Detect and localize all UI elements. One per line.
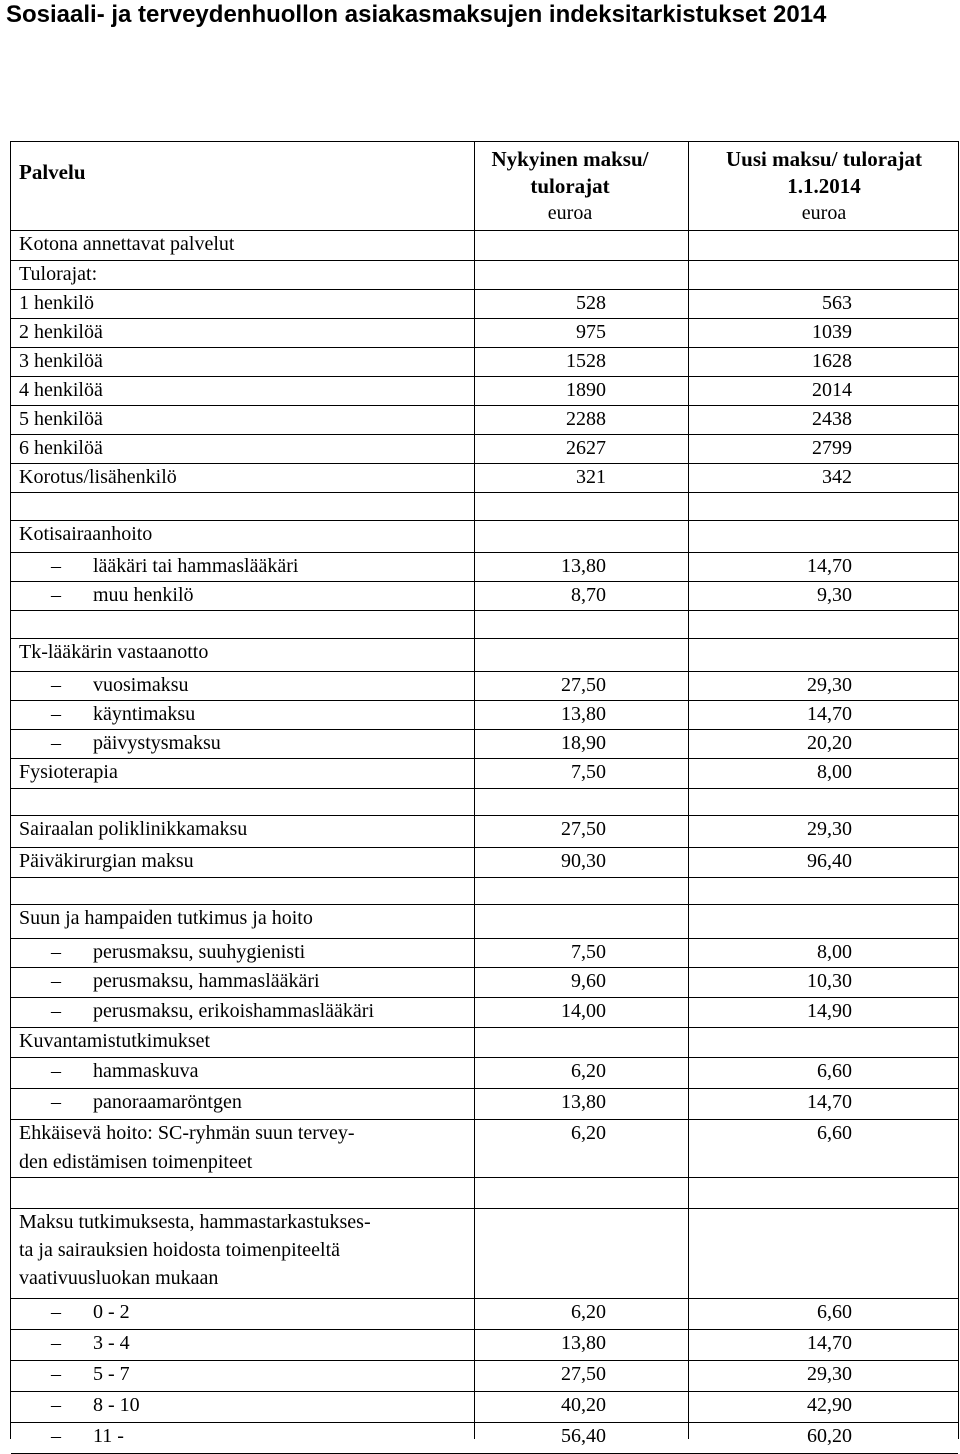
current-fee-value: 2288	[566, 408, 606, 430]
dash-marker: –	[51, 1363, 61, 1385]
new-fee-value: 342	[822, 466, 852, 488]
current-fee-value: 40,20	[561, 1394, 606, 1416]
new-fee-cell	[690, 904, 958, 938]
new-fee-cell	[690, 230, 958, 260]
row-label	[19, 1177, 474, 1208]
row-label-continuation: vaativuusluokan mukaan	[19, 1267, 219, 1289]
new-fee-cell	[690, 1177, 958, 1208]
current-fee-value: 975	[576, 321, 606, 343]
new-fee-cell	[690, 405, 958, 434]
new-fee-value: 2799	[812, 437, 852, 459]
table-row	[11, 997, 958, 1028]
row-label	[19, 1208, 474, 1298]
dash-marker: –	[51, 732, 61, 754]
new-fee-cell	[690, 1298, 958, 1329]
table-header-row	[11, 142, 958, 231]
row-label	[19, 700, 474, 729]
indent	[19, 1057, 93, 1086]
current-fee-value: 27,50	[561, 818, 606, 840]
indent	[19, 671, 93, 700]
current-fee-cell	[476, 815, 664, 847]
row-label-text: vuosimaksu	[93, 674, 189, 696]
current-fee-value: 1890	[566, 379, 606, 401]
row-label-text: 1 henkilö	[19, 292, 94, 314]
current-fee-cell	[476, 1391, 664, 1422]
table-row	[11, 1088, 958, 1120]
row-label	[19, 230, 474, 260]
current-fee-value: 90,30	[561, 850, 606, 872]
row-label	[19, 877, 474, 904]
table-row	[11, 347, 958, 377]
row-label	[19, 405, 474, 434]
row-label	[19, 1391, 474, 1422]
dash-marker: –	[51, 1332, 61, 1354]
current-fee-value: 27,50	[561, 674, 606, 696]
row-label	[19, 638, 474, 671]
row-label	[19, 758, 474, 788]
header-new	[690, 146, 958, 234]
current-fee-value: 13,80	[561, 555, 606, 577]
row-label	[19, 967, 474, 997]
indent	[19, 1298, 93, 1327]
table-row	[11, 376, 958, 406]
current-fee-cell	[476, 520, 664, 552]
new-fee-value: 29,30	[807, 674, 852, 696]
indent	[19, 581, 93, 610]
current-fee-cell	[476, 997, 664, 1027]
current-fee-cell	[476, 847, 664, 877]
current-fee-value: 56,40	[561, 1425, 606, 1447]
dash-marker: –	[51, 584, 61, 606]
row-label-text: 8 - 10	[93, 1394, 140, 1416]
row-label-continuation: ta ja sairauksien hoidosta toimenpiteeltä	[19, 1239, 341, 1261]
row-label-text: 2 henkilöä	[19, 321, 103, 343]
table-row	[11, 318, 958, 348]
table-row	[11, 758, 958, 789]
new-fee-value: 9,30	[817, 584, 852, 606]
new-fee-value: 60,20	[807, 1425, 852, 1447]
row-label	[19, 434, 474, 463]
row-label-text: Maksu tutkimuksesta, hammastarkastukses-	[19, 1211, 371, 1233]
row-label	[19, 347, 474, 376]
current-fee-cell	[476, 904, 664, 938]
row-label	[19, 847, 474, 877]
row-label-text: 5 - 7	[93, 1363, 130, 1385]
new-fee-cell	[690, 877, 958, 904]
current-fee-cell	[476, 638, 664, 671]
current-fee-value: 6,20	[571, 1301, 606, 1323]
current-fee-value: 8,70	[571, 584, 606, 606]
table-row	[11, 1360, 958, 1392]
table-row	[11, 1057, 958, 1089]
table-row	[11, 788, 958, 816]
column-divider	[688, 142, 689, 1439]
indent	[19, 967, 93, 996]
current-fee-cell	[476, 434, 664, 463]
header-new-line1: Uusi maksu/ tulorajat	[725, 147, 923, 171]
current-fee-cell	[476, 1177, 664, 1208]
row-label	[19, 581, 474, 610]
new-fee-cell	[690, 997, 958, 1027]
row-label	[19, 463, 474, 492]
row-label	[19, 1329, 474, 1360]
table-row	[11, 671, 958, 701]
row-label-text: Kotisairaanhoito	[19, 523, 153, 545]
new-fee-value: 20,20	[807, 732, 852, 754]
current-fee-cell	[476, 376, 664, 405]
current-fee-cell	[476, 1057, 664, 1088]
current-fee-value: 7,50	[571, 761, 606, 783]
row-label-text: Sairaalan poliklinikkamaksu	[19, 818, 248, 840]
new-fee-cell	[690, 967, 958, 997]
indent	[19, 552, 93, 581]
row-label-text: Fysioterapia	[19, 761, 118, 783]
row-label-continuation: den edistämisen toimenpiteet	[19, 1151, 253, 1173]
header-current	[476, 146, 664, 234]
table-row	[11, 1027, 958, 1058]
new-fee-value: 29,30	[807, 1363, 852, 1385]
row-label-text: 11 -	[93, 1425, 124, 1447]
new-fee-cell	[690, 1057, 958, 1088]
new-fee-cell	[690, 815, 958, 847]
indent	[19, 938, 93, 967]
indent	[19, 1391, 93, 1420]
current-fee-cell	[476, 1027, 664, 1057]
new-fee-cell	[690, 1391, 958, 1422]
row-label-text: 3 henkilöä	[19, 350, 103, 372]
table-row	[11, 1177, 958, 1209]
new-fee-cell	[690, 492, 958, 520]
dash-marker: –	[51, 941, 61, 963]
document-title: Sosiaali- ja terveydenhuollon asiakasmaksujen indeksitarkistukset 2014	[6, 1, 827, 28]
new-fee-cell	[690, 552, 958, 581]
current-fee-value: 18,90	[561, 732, 606, 754]
new-fee-cell	[690, 347, 958, 376]
new-fee-value: 8,00	[817, 941, 852, 963]
table-row	[11, 260, 958, 290]
indent	[19, 729, 93, 758]
current-fee-cell	[476, 788, 664, 815]
new-fee-cell	[690, 610, 958, 638]
row-label-text: Päiväkirurgian maksu	[19, 850, 194, 872]
dash-marker: –	[51, 1301, 61, 1323]
new-fee-cell	[690, 638, 958, 671]
current-fee-value: 9,60	[571, 970, 606, 992]
row-label-text: hammaskuva	[93, 1060, 199, 1082]
current-fee-cell	[476, 938, 664, 967]
current-fee-cell	[476, 877, 664, 904]
new-fee-value: 8,00	[817, 761, 852, 783]
dash-marker: –	[51, 970, 61, 992]
current-fee-cell	[476, 700, 664, 729]
row-label-text: muu henkilö	[93, 584, 194, 606]
row-label-text: perusmaksu, erikoishammaslääkäri	[93, 1000, 375, 1022]
dash-marker: –	[51, 555, 61, 577]
current-fee-value: 27,50	[561, 1363, 606, 1385]
row-label	[19, 1360, 474, 1391]
new-fee-value: 6,60	[817, 1301, 852, 1323]
row-label-text: Tk-lääkärin vastaanotto	[19, 641, 209, 663]
new-fee-value: 2438	[812, 408, 852, 430]
current-fee-value: 14,00	[561, 1000, 606, 1022]
row-label	[19, 260, 474, 289]
row-label	[19, 376, 474, 405]
current-fee-value: 1528	[566, 350, 606, 372]
current-fee-value: 528	[576, 292, 606, 314]
current-fee-value: 13,80	[561, 1332, 606, 1354]
row-label	[19, 318, 474, 347]
dash-marker: –	[51, 1425, 61, 1447]
new-fee-value: 1039	[812, 321, 852, 343]
current-fee-cell	[476, 289, 664, 318]
row-label-text: 6 henkilöä	[19, 437, 103, 459]
current-fee-cell	[476, 1208, 664, 1298]
current-fee-value: 13,80	[561, 703, 606, 725]
row-label	[19, 1057, 474, 1088]
table-row	[11, 904, 958, 939]
new-fee-value: 14,70	[807, 555, 852, 577]
table-row	[11, 847, 958, 878]
current-fee-value: 7,50	[571, 941, 606, 963]
new-fee-cell	[690, 260, 958, 289]
row-label-text: päivystysmaksu	[93, 732, 221, 754]
column-divider	[474, 142, 475, 1439]
row-label	[19, 815, 474, 847]
table-row	[11, 1329, 958, 1361]
new-fee-value: 6,60	[817, 1060, 852, 1082]
row-label-text: käyntimaksu	[93, 703, 196, 725]
table-row	[11, 289, 958, 319]
row-label	[19, 610, 474, 638]
current-fee-value: 321	[576, 466, 606, 488]
current-fee-cell	[476, 671, 664, 700]
row-label	[19, 729, 474, 758]
indent	[19, 1088, 93, 1117]
table-row	[11, 700, 958, 730]
table-row	[11, 610, 958, 639]
table-row	[11, 520, 958, 553]
indent	[19, 1360, 93, 1389]
header-palvelu: Palvelu	[19, 160, 86, 184]
new-fee-value: 10,30	[807, 970, 852, 992]
table-row	[11, 938, 958, 968]
current-fee-value: 6,20	[571, 1122, 606, 1144]
header-new-unit: euroa	[801, 202, 847, 224]
new-fee-value: 14,70	[807, 703, 852, 725]
table-row	[11, 1391, 958, 1423]
row-label-text: Suun ja hampaiden tutkimus ja hoito	[19, 907, 313, 929]
row-label-text: Tulorajat:	[19, 263, 98, 285]
new-fee-cell	[690, 758, 958, 788]
table-row	[11, 434, 958, 464]
row-label-text: panoraamaröntgen	[93, 1091, 242, 1113]
current-fee-cell	[476, 1329, 664, 1360]
row-label	[19, 1027, 474, 1057]
current-fee-cell	[476, 405, 664, 434]
row-label-text: Ehkäisevä hoito: SC-ryhmän suun tervey-	[19, 1122, 355, 1144]
new-fee-value: 6,60	[817, 1122, 852, 1144]
dash-marker: –	[51, 1091, 61, 1113]
table-row	[11, 638, 958, 672]
table-row	[11, 463, 958, 493]
new-fee-value: 2014	[812, 379, 852, 401]
row-label	[19, 1422, 474, 1453]
header-new-line2: 1.1.2014	[787, 174, 861, 198]
new-fee-cell	[690, 1119, 958, 1177]
row-label	[19, 1119, 474, 1177]
indent	[19, 700, 93, 729]
new-fee-cell	[690, 700, 958, 729]
row-label	[19, 904, 474, 938]
new-fee-cell	[690, 847, 958, 877]
row-label	[19, 788, 474, 815]
current-fee-cell	[476, 1119, 664, 1177]
table-row	[11, 1208, 958, 1299]
row-label	[19, 492, 474, 520]
dash-marker: –	[51, 1394, 61, 1416]
dash-marker: –	[51, 1060, 61, 1082]
current-fee-cell	[476, 967, 664, 997]
row-label	[19, 520, 474, 552]
new-fee-value: 563	[822, 292, 852, 314]
row-label	[19, 552, 474, 581]
row-label-text: 4 henkilöä	[19, 379, 103, 401]
table-row	[11, 1298, 958, 1330]
row-label-text: perusmaksu, hammaslääkäri	[93, 970, 320, 992]
new-fee-cell	[690, 1088, 958, 1119]
current-fee-value: 6,20	[571, 1060, 606, 1082]
new-fee-cell	[690, 376, 958, 405]
new-fee-cell	[690, 938, 958, 967]
current-fee-cell	[476, 230, 664, 260]
current-fee-cell	[476, 581, 664, 610]
indent	[19, 1422, 93, 1451]
row-label	[19, 1298, 474, 1329]
fee-table	[10, 141, 959, 1447]
new-fee-value: 14,70	[807, 1091, 852, 1113]
table-row	[11, 729, 958, 759]
table-row	[11, 552, 958, 582]
current-fee-cell	[476, 260, 664, 289]
current-fee-cell	[476, 318, 664, 347]
current-fee-cell	[476, 347, 664, 376]
row-label	[19, 938, 474, 967]
row-label	[19, 671, 474, 700]
table-row	[11, 967, 958, 998]
dash-marker: –	[51, 1000, 61, 1022]
table-row	[11, 230, 958, 261]
current-fee-cell	[476, 1360, 664, 1391]
new-fee-cell	[690, 581, 958, 610]
new-fee-value: 1628	[812, 350, 852, 372]
table-row	[11, 1422, 958, 1454]
header-current-line2: tulorajat	[530, 174, 610, 198]
row-label-text: 5 henkilöä	[19, 408, 103, 430]
new-fee-value: 96,40	[807, 850, 852, 872]
row-label-text: lääkäri tai hammaslääkäri	[93, 555, 299, 577]
table-row	[11, 877, 958, 905]
new-fee-cell	[690, 1208, 958, 1298]
row-label	[19, 997, 474, 1027]
indent	[19, 1329, 93, 1358]
new-fee-cell	[690, 1329, 958, 1360]
current-fee-cell	[476, 758, 664, 788]
new-fee-cell	[690, 671, 958, 700]
current-fee-cell	[476, 1422, 664, 1453]
header-current-unit: euroa	[547, 202, 593, 224]
new-fee-value: 14,90	[807, 1000, 852, 1022]
new-fee-cell	[690, 520, 958, 552]
new-fee-cell	[690, 729, 958, 758]
row-label-text: 0 - 2	[93, 1301, 130, 1323]
table-row	[11, 492, 958, 521]
row-label-text: 3 - 4	[93, 1332, 130, 1354]
row-label-text: perusmaksu, suuhygienisti	[93, 941, 306, 963]
new-fee-cell	[690, 788, 958, 815]
dash-marker: –	[51, 674, 61, 696]
row-label	[19, 289, 474, 318]
current-fee-cell	[476, 1298, 664, 1329]
current-fee-cell	[476, 610, 664, 638]
row-label	[19, 1088, 474, 1119]
new-fee-cell	[690, 1027, 958, 1057]
new-fee-cell	[690, 1422, 958, 1453]
new-fee-cell	[690, 434, 958, 463]
current-fee-cell	[476, 729, 664, 758]
table-row	[11, 405, 958, 435]
row-label-text: Kuvantamistutkimukset	[19, 1030, 211, 1052]
header-current-line1: Nykyinen maksu/	[491, 147, 649, 171]
new-fee-cell	[690, 1360, 958, 1391]
table-row	[11, 581, 958, 611]
new-fee-cell	[690, 318, 958, 347]
current-fee-cell	[476, 552, 664, 581]
dash-marker: –	[51, 703, 61, 725]
current-fee-cell	[476, 463, 664, 492]
row-label-text: Korotus/lisähenkilö	[19, 466, 177, 488]
new-fee-value: 29,30	[807, 818, 852, 840]
current-fee-cell	[476, 492, 664, 520]
new-fee-cell	[690, 463, 958, 492]
new-fee-value: 14,70	[807, 1332, 852, 1354]
table-row	[11, 1119, 958, 1178]
current-fee-value: 2627	[566, 437, 606, 459]
row-label-text: Kotona annettavat palvelut	[19, 233, 235, 255]
table-row	[11, 815, 958, 848]
new-fee-cell	[690, 289, 958, 318]
new-fee-value: 42,90	[807, 1394, 852, 1416]
current-fee-value: 13,80	[561, 1091, 606, 1113]
indent	[19, 997, 93, 1026]
current-fee-cell	[476, 1088, 664, 1119]
